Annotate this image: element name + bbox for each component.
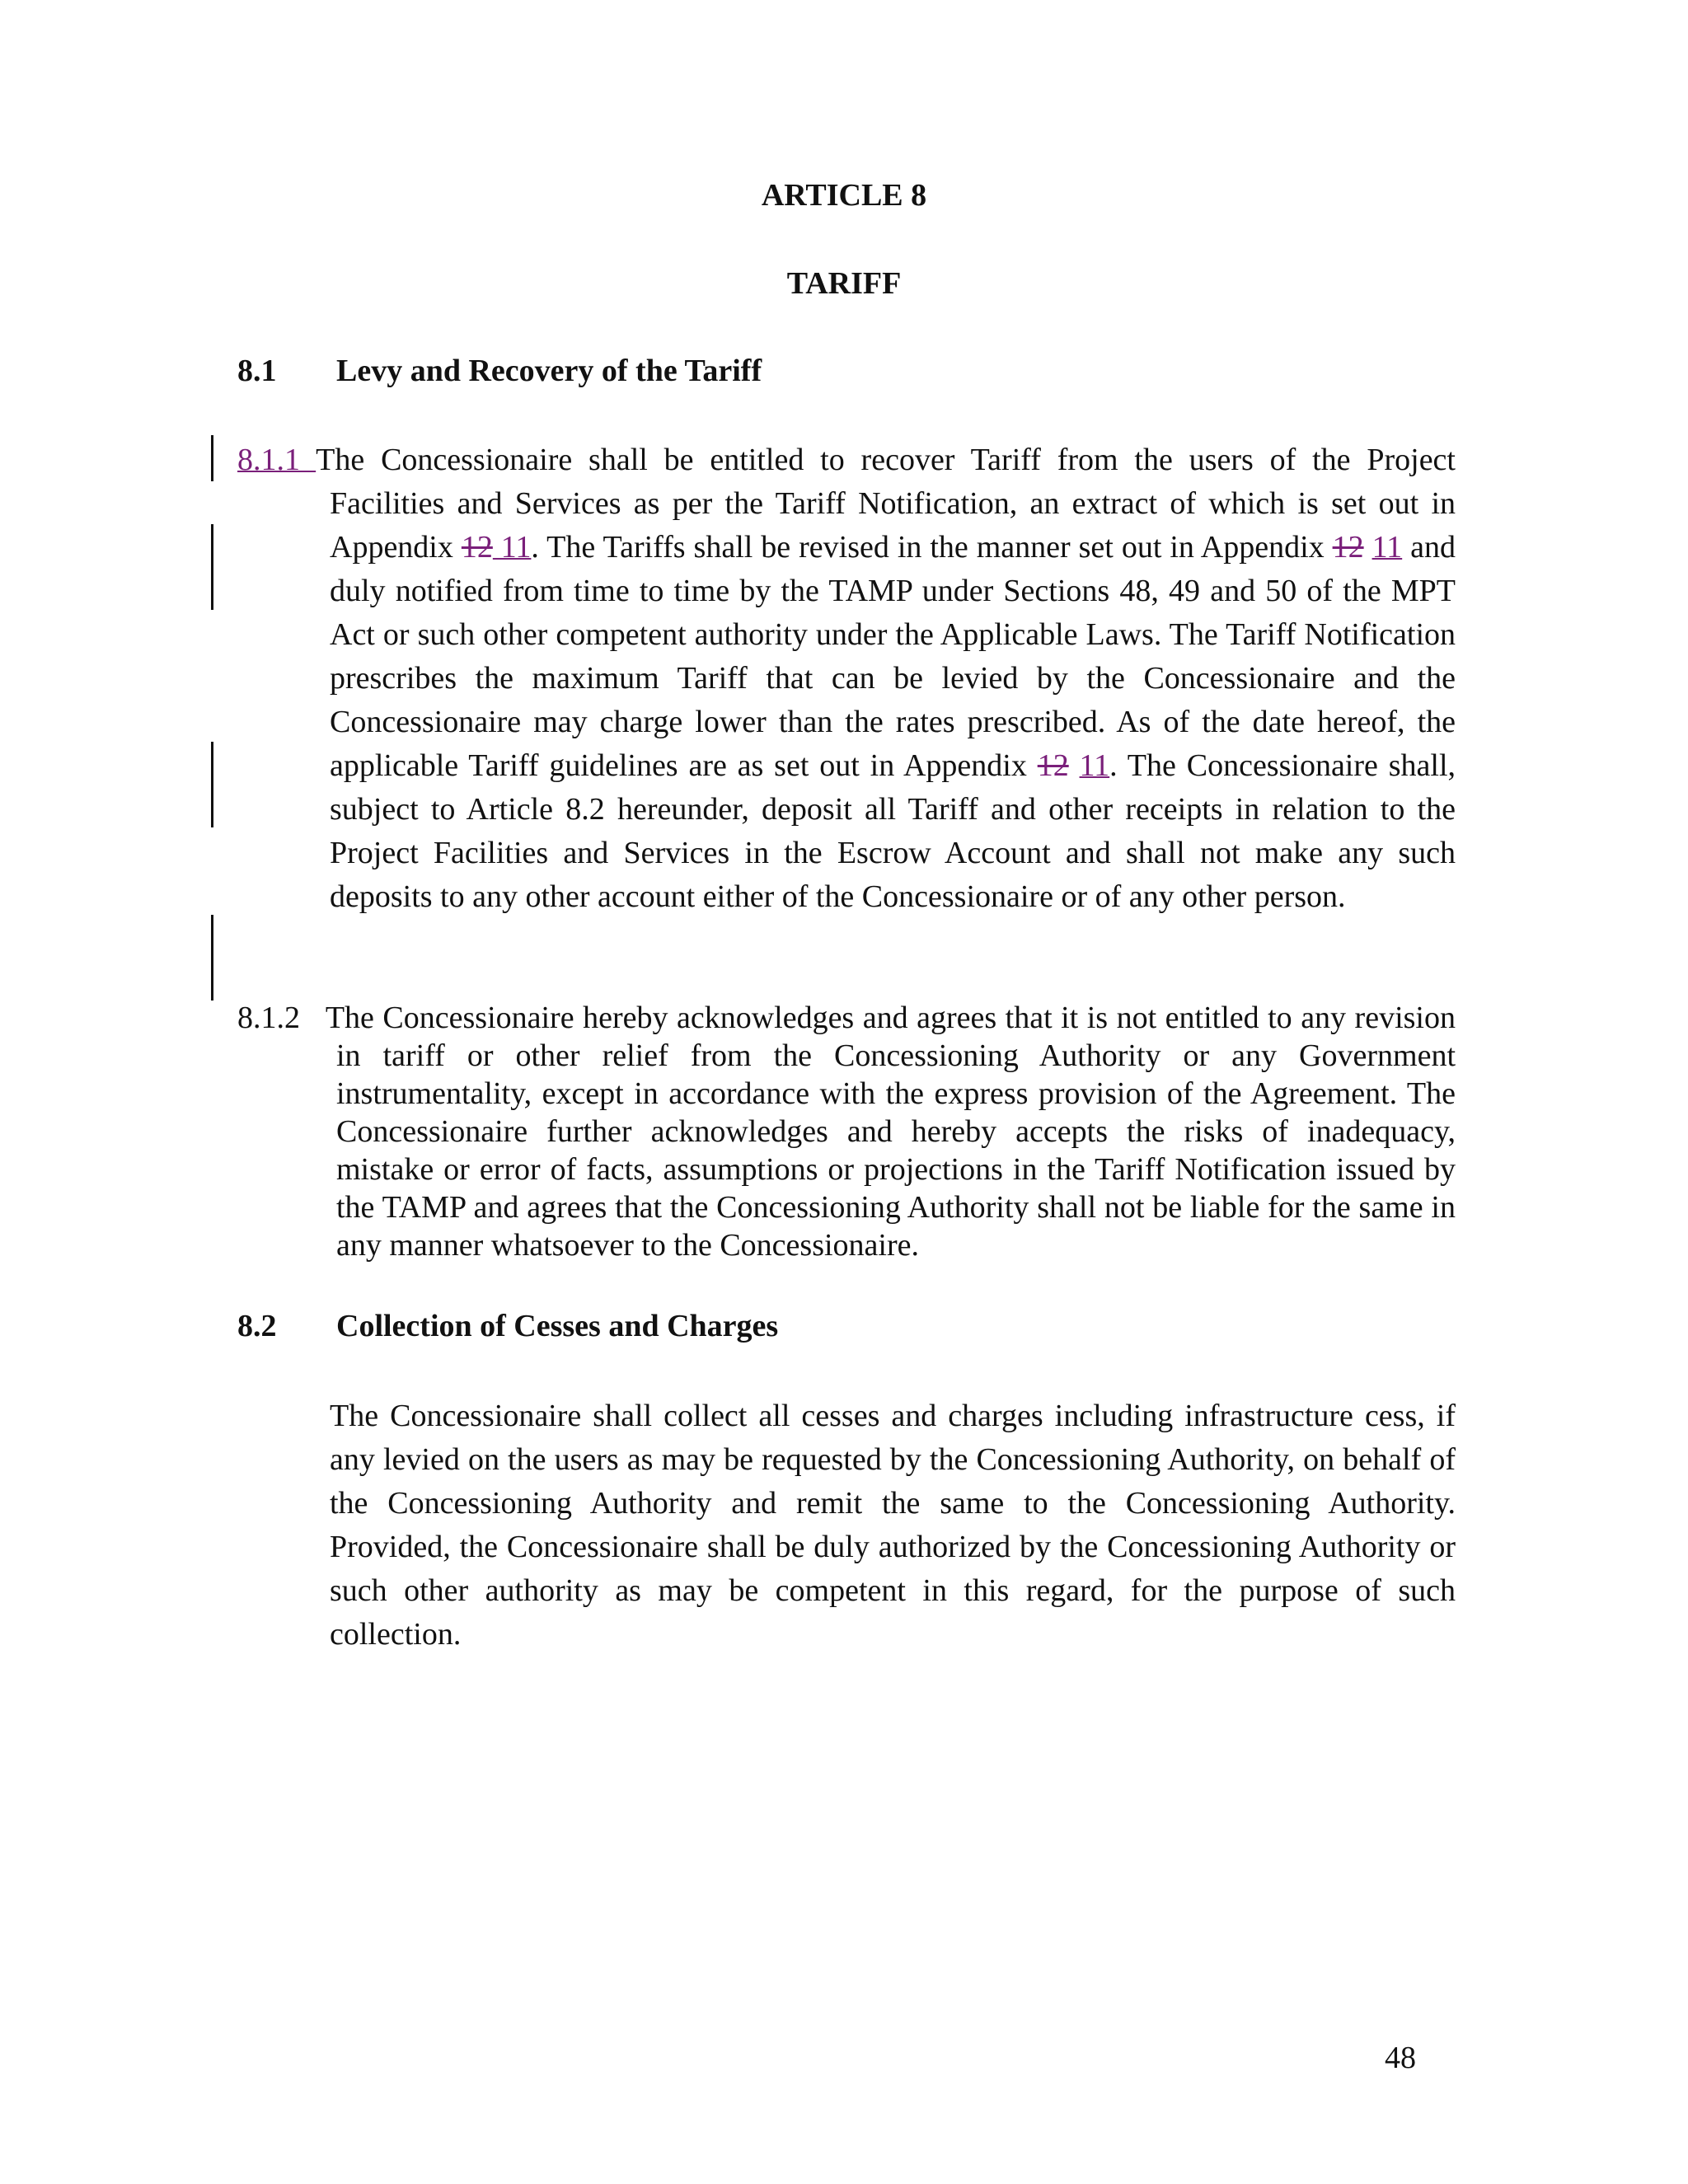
section-number: 8.2	[237, 1309, 277, 1343]
clause-text: The Concessionaire shall be entitled to recover Tariff from the users of the Project Facilities and Services as per the Tariff Notification, an extract of which is set out in Appendix	[316, 443, 1456, 565]
section-title: Levy and Recovery of the Tariff	[336, 354, 762, 388]
section-number: 8.1	[237, 354, 277, 388]
clause-number: 8.1.2	[237, 1001, 300, 1035]
inserted-text: 11	[492, 530, 532, 565]
deleted-text: 12	[461, 530, 493, 565]
deleted-text: 12	[1037, 748, 1069, 783]
deleted-text: 12	[1332, 530, 1364, 565]
section-8-2-heading	[237, 1310, 778, 1342]
clause-8-1-1	[237, 438, 1456, 919]
inserted-text: 11	[1372, 530, 1403, 565]
article-number: ARTICLE 8	[761, 178, 927, 213]
change-bar	[211, 742, 213, 827]
clause-text: . The Tariffs shall be revised in the manner set out in Appendix	[531, 530, 1333, 565]
page-number: 48	[1385, 2041, 1416, 2075]
clause-8-1-2	[237, 999, 1456, 1264]
clause-text	[1364, 530, 1372, 565]
inserted-text: 11	[1079, 748, 1110, 783]
clause-number-inserted: 8.1.1	[237, 443, 316, 477]
section-8-2-body: The Concessionaire shall collect all cesses and charges including infrastructure cess, if any levied on the users as may be requested by the Concessioning Authority, on behalf of the Concessioning Authority and remit the same to the Concessioning Authority. Provided, the Concessionaire shall be duly authorized by the Concessioning Authority or such other authority as may be competent in this regard, for the purpose of such collection.	[330, 1399, 1456, 1652]
clause-text: The Concessionaire hereby acknowledges and agrees that it is not entitled to any revision in tariff or other relief from the Concessioning Authority or any Government instrumentality, except in accordance with the express provision of the Agreement. The Concessionaire further acknowledges and hereby accepts the risks of inadequacy, mistake or error of facts, assumptions or projections in the Tariff Notification issued by the TAMP and agrees that the Concessioning Authority shall not be liable for the same in any manner whatsoever to the Concessionaire.	[325, 1001, 1456, 1263]
change-bar	[211, 435, 213, 481]
section-title: Collection of Cesses and Charges	[336, 1309, 779, 1343]
change-bar	[211, 915, 213, 1001]
article-title: TARIFF	[786, 266, 902, 301]
clause-text: . The Concessionaire shall, subject to Article 8.2 hereunder, deposit all Tariff and other receipts in relation to the Project Facilities and Services in the Escrow Account and shall not make any such deposits to any other account either of the Concessionaire or of any other person.	[330, 748, 1456, 914]
section-8-1-heading	[237, 355, 762, 387]
change-bar	[211, 524, 213, 610]
clause-text	[1069, 748, 1080, 783]
clause-text: and duly notified from time to time by the TAMP under Sections 48, 49 and 50 of the MPT Act or such other competent authority under the Applicable Laws. The Tariff Notification prescribes the maximum Tariff that can be levied by the Concessionaire and the Concessionaire may charge lower than the rates prescribed. As of the date hereof, the applicable Tariff guidelines are as set out in Appendix	[330, 530, 1456, 783]
